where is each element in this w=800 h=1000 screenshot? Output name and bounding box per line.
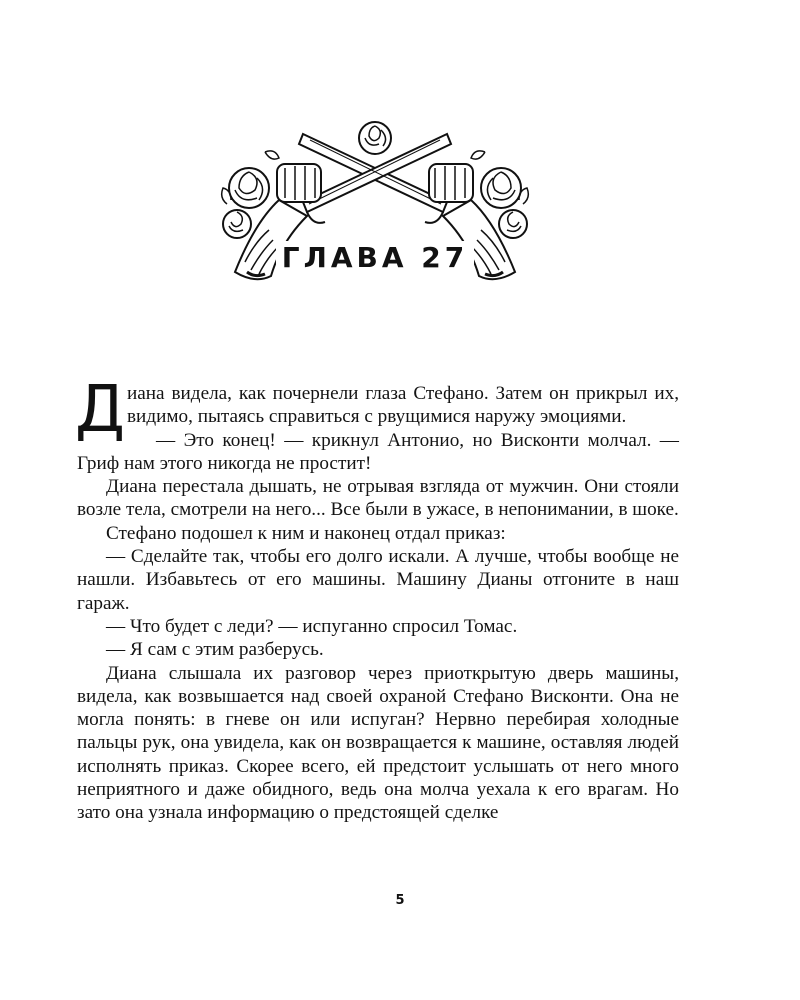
paragraph: — Что будет с леди? — испуганно спросил Томас. (106, 615, 518, 637)
paragraph: Стефано подошел к ним и наконец отдал приказ: (106, 522, 506, 544)
chapter-text (75, 373, 679, 825)
paragraph: — Сделайте так, чтобы его долго искали. А лучше, чтобы вообще не нашли. Избавьтесь от его машины. Машину Дианы отгоните в наш гараж. (77, 546, 679, 614)
chapter-title-text: ГЛАВА 27 (276, 241, 475, 274)
dropcap: Д (75, 373, 125, 447)
paragraph: Диана перестала дышать, не отрывая взгляда от мужчин. Они стояли возле тела, смотрели на него... Все были в ужасе, в непонимании, в шоке. (77, 476, 679, 521)
paragraph: Диана слышала их разговор через приоткрытую дверь машины, видела, как возвышается над своей охраной Стефано Висконти. Она не могла понять: в гневе он или испуган? Нервно перебирая холодные пальцы рук, она увидела, как он возвращается к машине, оставляя людей исполнять приказ. Скорее всего, ей предстоит услышать от него много неприятного и даже обидного, ведь она молча уехала к его врагам. Но зато она узнала информацию о предстоящей сделке (77, 662, 679, 824)
paragraph: — Это конец! — крикнул Антонио, но Висконти молчал. — Гриф нам этого никогда не простит! (77, 429, 679, 474)
paragraph: — Я сам с этим разберусь. (106, 639, 324, 661)
page-number: 5 (395, 893, 405, 908)
paragraph (75, 373, 679, 447)
chapter-title (230, 238, 520, 278)
paragraph-text: иана видела, как почернели глаза Стефано. Затем он прикрыл их, видимо, пытаясь справиться с рвущимися наружу эмоциями. (127, 383, 679, 428)
